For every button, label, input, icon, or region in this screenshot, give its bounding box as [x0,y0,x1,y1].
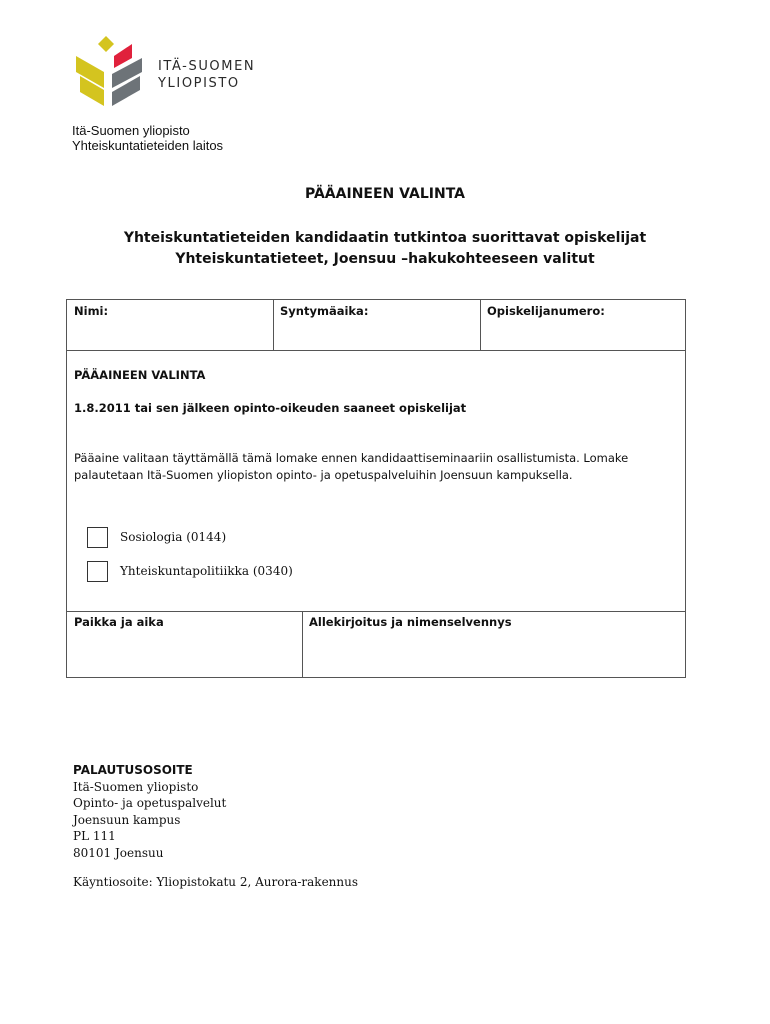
subtitle-line-1: Yhteiskuntatieteiden kandidaatin tutkintoa suorittavat opiskelijat [123,230,647,246]
address-line: Joensuun kampus [73,812,181,827]
name-label: Nimi: [74,304,109,318]
name-field[interactable] [67,316,272,349]
address-line: Opinto- ja opetuspalvelut [73,796,227,810]
sosiologia-label: Sosiologia (0144) [120,530,227,544]
instructions [74,450,628,483]
student-number-field[interactable] [481,316,685,349]
major-selection-form [66,299,686,678]
yhteiskuntapolitiikka-checkbox[interactable] [87,561,108,582]
page-subtitle [0,228,770,270]
signature-field[interactable] [303,628,685,676]
place-date-field[interactable] [67,628,301,676]
address-line: 80101 Joensuu [73,845,164,860]
place-date-label: Paikka ja aika [74,615,164,629]
logo-line-1: ITÄ-SUOMEN [158,59,256,74]
return-address-heading: PALAUTUSOSOITE [73,763,193,777]
section-heading: PÄÄAINEEN VALINTA [74,368,206,382]
logo-wordmark [158,58,255,92]
instructions-line-2: palautetaan Itä-Suomen yliopiston opinto- ja opetuspalveluihin Joensuun kampuksella. [74,467,573,482]
sosiologia-checkbox[interactable] [87,527,108,548]
logo-line-2: YLIOPISTO [158,76,240,91]
eligibility-text: 1.8.2011 tai sen jälkeen opinto-oikeuden saaneet opiskelijat [74,401,467,415]
org-department: Yhteiskuntatieteiden laitos [72,138,224,153]
return-address [73,762,226,861]
divider [67,611,685,612]
student-number-label: Opiskelijanumero: [487,304,605,318]
yhteiskuntapolitiikka-label: Yhteiskuntapolitiikka (0340) [120,564,293,578]
birthdate-field[interactable] [274,316,479,349]
logo-emblem-icon [76,36,152,108]
signature-label: Allekirjoitus ja nimenselvennys [309,615,512,629]
birthdate-label: Syntymäaika: [280,304,369,318]
visiting-address: Käyntiosoite: Yliopistokatu 2, Aurora-rakennus [73,875,359,889]
instructions-line-1: Pääaine valitaan täyttämällä tämä lomake ennen kandidaattiseminaariin osallistumista. Lomake [74,451,629,465]
divider [67,350,685,351]
organization-block [72,123,223,153]
org-university: Itä-Suomen yliopisto [72,123,190,138]
address-line: Itä-Suomen yliopisto [73,779,199,794]
subtitle-line-2: Yhteiskuntatieteet, Joensuu –hakukohteeseen valitut [175,251,595,267]
address-line: PL 111 [73,829,116,843]
page-title: PÄÄAINEEN VALINTA [305,186,465,202]
university-logo [76,36,266,108]
